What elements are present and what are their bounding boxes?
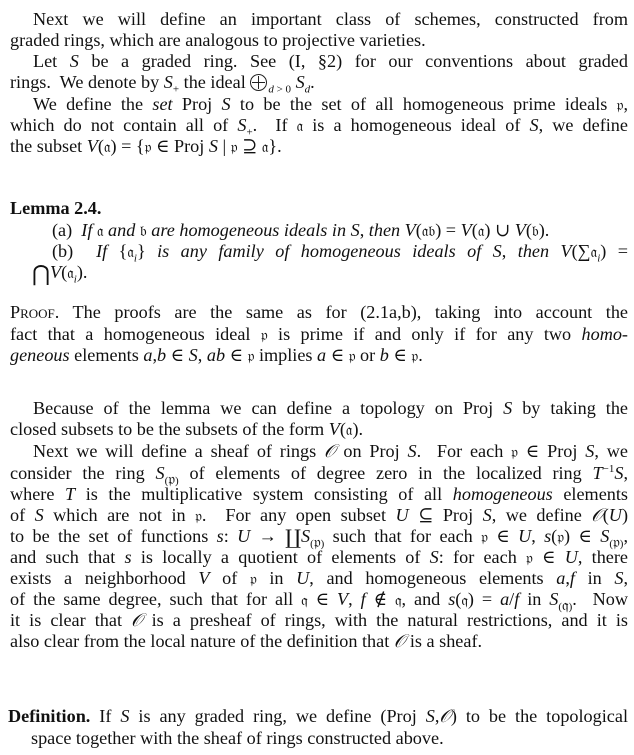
paragraph-1-line-2: graded rings, which are analogous to projective varieties. bbox=[10, 30, 426, 50]
paragraph-5-line-9: it is clear that 𝒪 is a presheaf of rings, with the natural restrictions, and it is bbox=[10, 610, 629, 630]
paragraph-5-line-8: of the same degree, such that for all 𝔮 ∈ V, f ∉ 𝔮, and s(𝔮) = a/f in $S_{(𝔮)}$. Now bbox=[10, 589, 629, 614]
proof-label: Proof. bbox=[10, 302, 60, 322]
paragraph-5-line-3: where T is the multiplicative system consisting of all homogeneous elements bbox=[10, 484, 628, 504]
paragraph-5-line-2: consider the ring $S_{(𝔭)}$ of elements of degree zero in the localized ring $T^{-1}S$, bbox=[10, 462, 629, 488]
proof-line-1: Proof. The proofs are the same as for (2.1a,b), taking into account the bbox=[10, 302, 628, 322]
paragraph-5-line-4: of S which are not in 𝔭. For any open subset U ⊆ Proj S, we define 𝒪(U) bbox=[10, 505, 628, 525]
definition-line-2: space together with the sheaf of rings constructed above. bbox=[31, 728, 444, 748]
paragraph-5-line-7: exists a neighborhood V of 𝔭 in U, and homogeneous elements a,f in S, bbox=[10, 568, 629, 588]
proof-line-2: fact that a homogeneous ideal 𝔭 is prime if and only if for any two homo- bbox=[10, 324, 628, 344]
paragraph-3-line-1: We define the set Proj S to be the set of all homogeneous prime ideals 𝔭, bbox=[33, 94, 628, 114]
lemma-part-b-line-2: ⋂V(𝔞$_i$). bbox=[32, 261, 88, 286]
paragraph-2-line-2: rings. We denote by $S_+$ the ideal $_{d > 0}$ $S_d$. bbox=[10, 72, 315, 96]
paragraph-4-line-1: Because of the lemma we can define a topology on Proj S by taking the bbox=[33, 398, 628, 418]
paragraph-3-line-2: which do not contain all of $S_+$. If 𝔞 is a homogeneous ideal of S, we define bbox=[10, 115, 628, 139]
paragraph-5-line-5: to be the set of functions s: $U \to ∐S_{(𝔭)}$ such that for each 𝔭 ∈ U, s(𝔭) ∈ $S_{(𝔭)}$, bbox=[10, 526, 629, 551]
definition-line-1: Definition. If S is any graded ring, we define (Proj S,𝒪) to be the topological bbox=[8, 706, 628, 726]
lemma-part-b-line-1: (b) If {𝔞$_i$} is any family of homogeneous ideals of S, then V(∑𝔞$_i$) = bbox=[52, 241, 628, 265]
paragraph-1-line-1: Next we will define an important class of schemes, constructed from bbox=[33, 9, 628, 29]
proof-line-3: geneous elements a,b ∈ S, ab ∈ 𝔭 implies a ∈ 𝔭 or b ∈ 𝔭. bbox=[10, 345, 423, 365]
paragraph-5-line-6: and such that s is locally a quotient of elements of S: for each 𝔭 ∈ U, there bbox=[10, 547, 628, 567]
paragraph-4-line-2: closed subsets to be the subsets of the form V(𝔞). bbox=[10, 419, 364, 439]
direct-sum-icon bbox=[250, 74, 267, 91]
lemma-heading: Lemma 2.4. bbox=[10, 198, 102, 218]
paragraph-2-line-1: Let S be a graded ring. See (I, §2) for our conventions about graded bbox=[33, 51, 628, 71]
definition-label: Definition. bbox=[8, 706, 91, 726]
paragraph-5-line-1: Next we will define a sheaf of rings 𝒪 on Proj S. For each 𝔭 ∈ Proj S, we bbox=[33, 441, 628, 461]
paragraph-5-line-10: also clear from the local nature of the definition that 𝒪 is a sheaf. bbox=[10, 631, 483, 651]
lemma-part-a: (a) If 𝔞 and 𝔟 are homogeneous ideals in S, then V(𝔞𝔟) = V(𝔞) ∪ V(𝔟). bbox=[52, 220, 550, 240]
paragraph-3-line-3: the subset V(𝔞) = {𝔭 ∈ Proj S | 𝔭 ⊇ 𝔞}. bbox=[10, 136, 282, 156]
